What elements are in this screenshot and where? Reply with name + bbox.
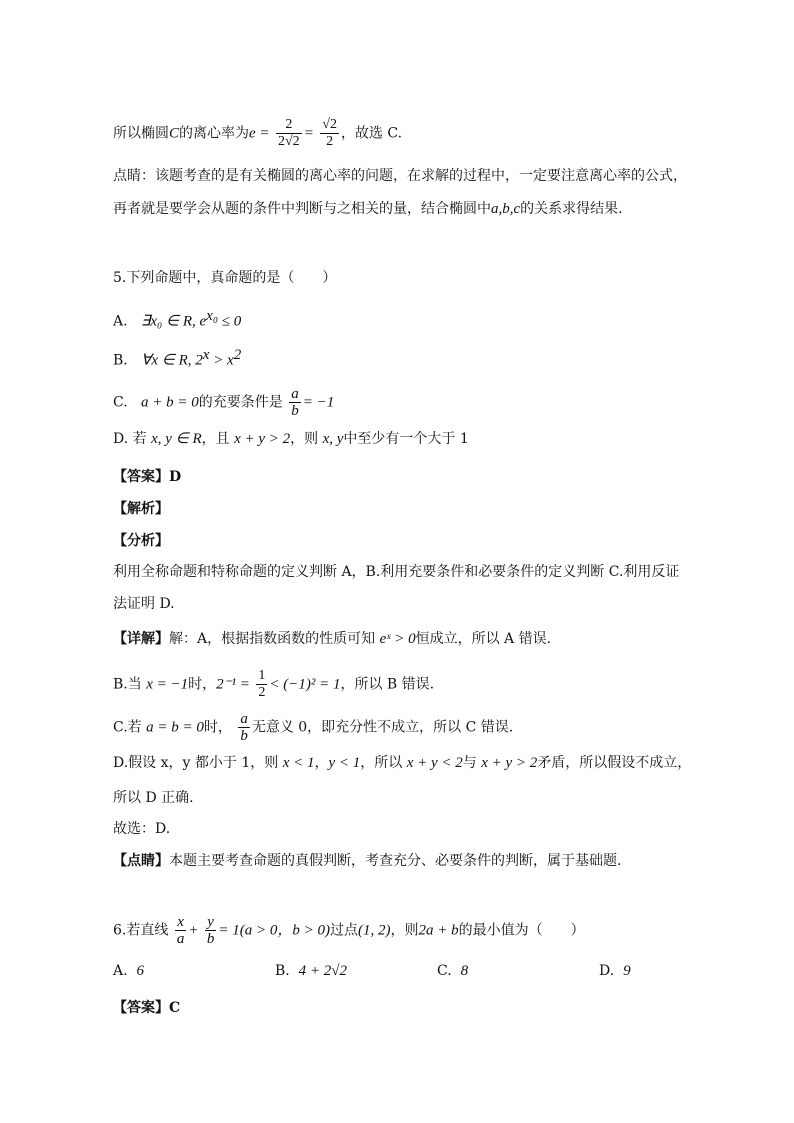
note-line-2: 再者就是要学会从题的条件中判断与之相关的量，结合椭圆中a,b,c的关系求得结果. [113, 201, 623, 217]
detail-d-line-2: 所以 D 正确. [113, 790, 194, 806]
detail-a: 【详解】解：A，根据指数函数的性质可知 eˣ > 0恒成立，所以 A 错误. [113, 631, 552, 647]
answer-5: 【答案】D [113, 469, 182, 485]
detail-d-line-1: D.假设 x，y 都小于 1，则 x < 1，y < 1，所以 x + y < 2与 x + y > 2矛盾，所以假设不成立， [113, 755, 692, 771]
option-6a: A. 6 [113, 963, 144, 979]
analysis-line-2: 法证明 D. [113, 596, 175, 612]
choose-d: 故选：D. [113, 821, 171, 837]
note-line-1: 点睛：该题考查的是有关椭圆的离心率的问题，在求解的过程中，一定要注意离心率的公式， [113, 168, 687, 184]
option-6d: D. 9 [599, 963, 631, 979]
fraction: $\frac{√2}{2}$ [322, 117, 337, 149]
jiexi-heading: 【解析】 [113, 501, 169, 517]
question-6: 6.若直线 $\frac{x}{a}$ + $\frac{y}{b}$ = 1(a > 0，b > 0)过点(1, 2)，则2a + b的最小值为（ ） [113, 914, 585, 947]
option-5b: B. ∀x ∈ R, $2^x > x^2$ [113, 347, 242, 369]
option-6b: B. 4 + 2√2 [275, 963, 348, 979]
detail-c: C.若 a = b = 0时， $\frac{a}{b}$ 无意义 0，即充分性不成立，所以 C 错误. [113, 711, 514, 744]
text: ，故选 C. [340, 125, 403, 142]
math: = [303, 125, 314, 142]
question-5: 5.下列命题中，真命题的是（ ） [113, 270, 337, 286]
option-5c: C. a + b = 0的充要条件是 $\frac{a}{b}$ = −1 [113, 386, 335, 419]
fenxi-heading: 【分析】 [113, 533, 169, 549]
option-5d: D. 若 x, y ∈ R，且 x + y > 2，则 x, y中至少有一个大于 1 [113, 431, 469, 447]
option-5a: A. ∃x₀ ∈ R, $e^{x_0} \le 0$ [113, 308, 242, 330]
math: e = [249, 125, 270, 142]
text: 所以椭圆 [113, 125, 169, 142]
fraction: $\frac{2}{2√2}$ [278, 117, 300, 149]
analysis-line-1: 利用全称命题和特称命题的定义判断 A，B.利用充要条件和必要条件的定义判断 C.利用反证 [113, 564, 680, 580]
math: C [169, 125, 180, 142]
text: 的离心率为 [179, 125, 250, 142]
detail-b: B.当 x = −1时，2⁻¹ = $\frac{1}{2}$ < (−1)² = 1，所以 B 错误. [113, 668, 435, 700]
answer-6: 【答案】C [113, 1000, 181, 1016]
option-6c: C. 8 [437, 963, 469, 979]
dianjing-5: 【点睛】本题主要考查命题的真假判断，考查充分、必要条件的判断，属于基础题. [113, 853, 622, 869]
line-eccentricity [113, 117, 402, 150]
